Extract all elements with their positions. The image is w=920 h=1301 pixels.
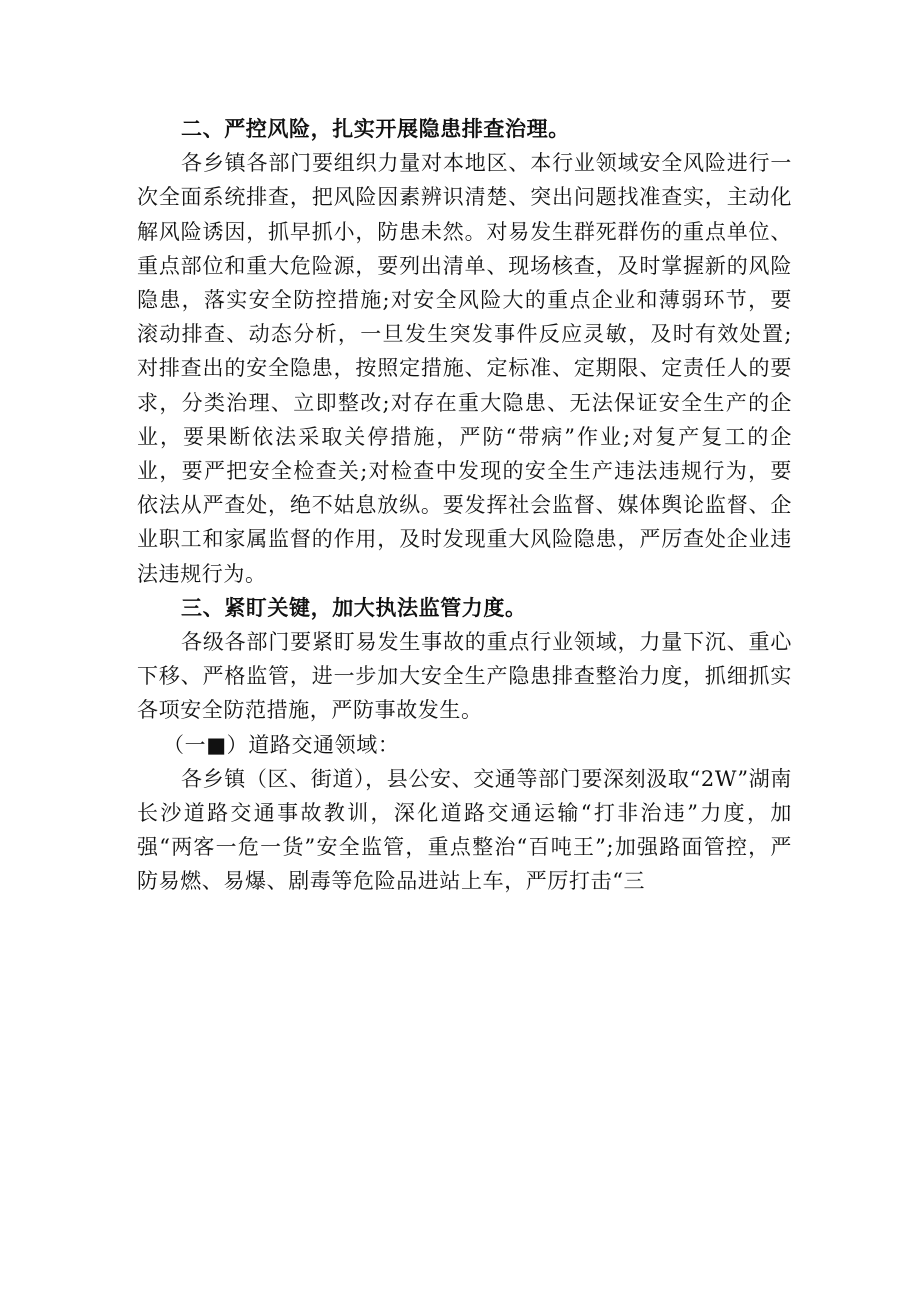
subsection-heading: （一■）道路交通领域： (163, 732, 400, 757)
section-heading-3: 三、紧盯关键，加大执法监管力度。 (181, 595, 527, 620)
subsection-paragraph: 各乡镇（区、街道），县公安、交通等部门要深刻汲取“2W”湖南长沙道路交通事故教训，深化道路交通运输“打非治违”力度，加强“两客一危一货”安全监管，重点整治“百吨王”;加强路面管控，严防易燃、易爆、剧毒等危险品进站上车，严厉打击“三 (137, 766, 792, 894)
section-heading-2: 二、严控风险，扎实开展隐患排查治理。 (181, 117, 570, 141)
section-paragraph-3: 各级各部门要紧盯易发生事故的重点行业领域，力量下沉、重心下移、严格监管，进一步加大安全生产隐患排查整治力度，抓细抓实各项安全防范措施，严防事故发生。 (137, 630, 792, 723)
document-body (137, 112, 792, 899)
section-paragraph-2: 各乡镇各部门要组织力量对本地区、本行业领域安全风险进行一次全面系统排查，把风险因素辨识清楚、突出问题找准查实，主动化解风险诱因，抓早抓小，防患未然。对易发生群死群伤的重点单位、重点部位和重大危险源，要列出清单、现场核查，及时掌握新的风险隐患，落实安全防控措施;对安全风险大的重点企业和薄弱环节，要滚动排查、动态分析，一旦发生突发事件反应灵敏，及时有效处置;对排查出的安全隐患，按照定措施、定标准、定期限、定责任人的要求，分类治理、立即整改;对存在重大隐患、无法保证安全生产的企业，要果断依法采取关停措施，严防“带病”作业;对复产复工的企业，要严把安全检查关;对检查中发现的安全生产违法违规行为，要依法从严查处，绝不姑息放纵。要发挥社会监督、媒体舆论监督、企业职工和家属监督的作用，及时发现重大风险隐患，严厉查处企业违法违规行为。 (137, 151, 792, 586)
